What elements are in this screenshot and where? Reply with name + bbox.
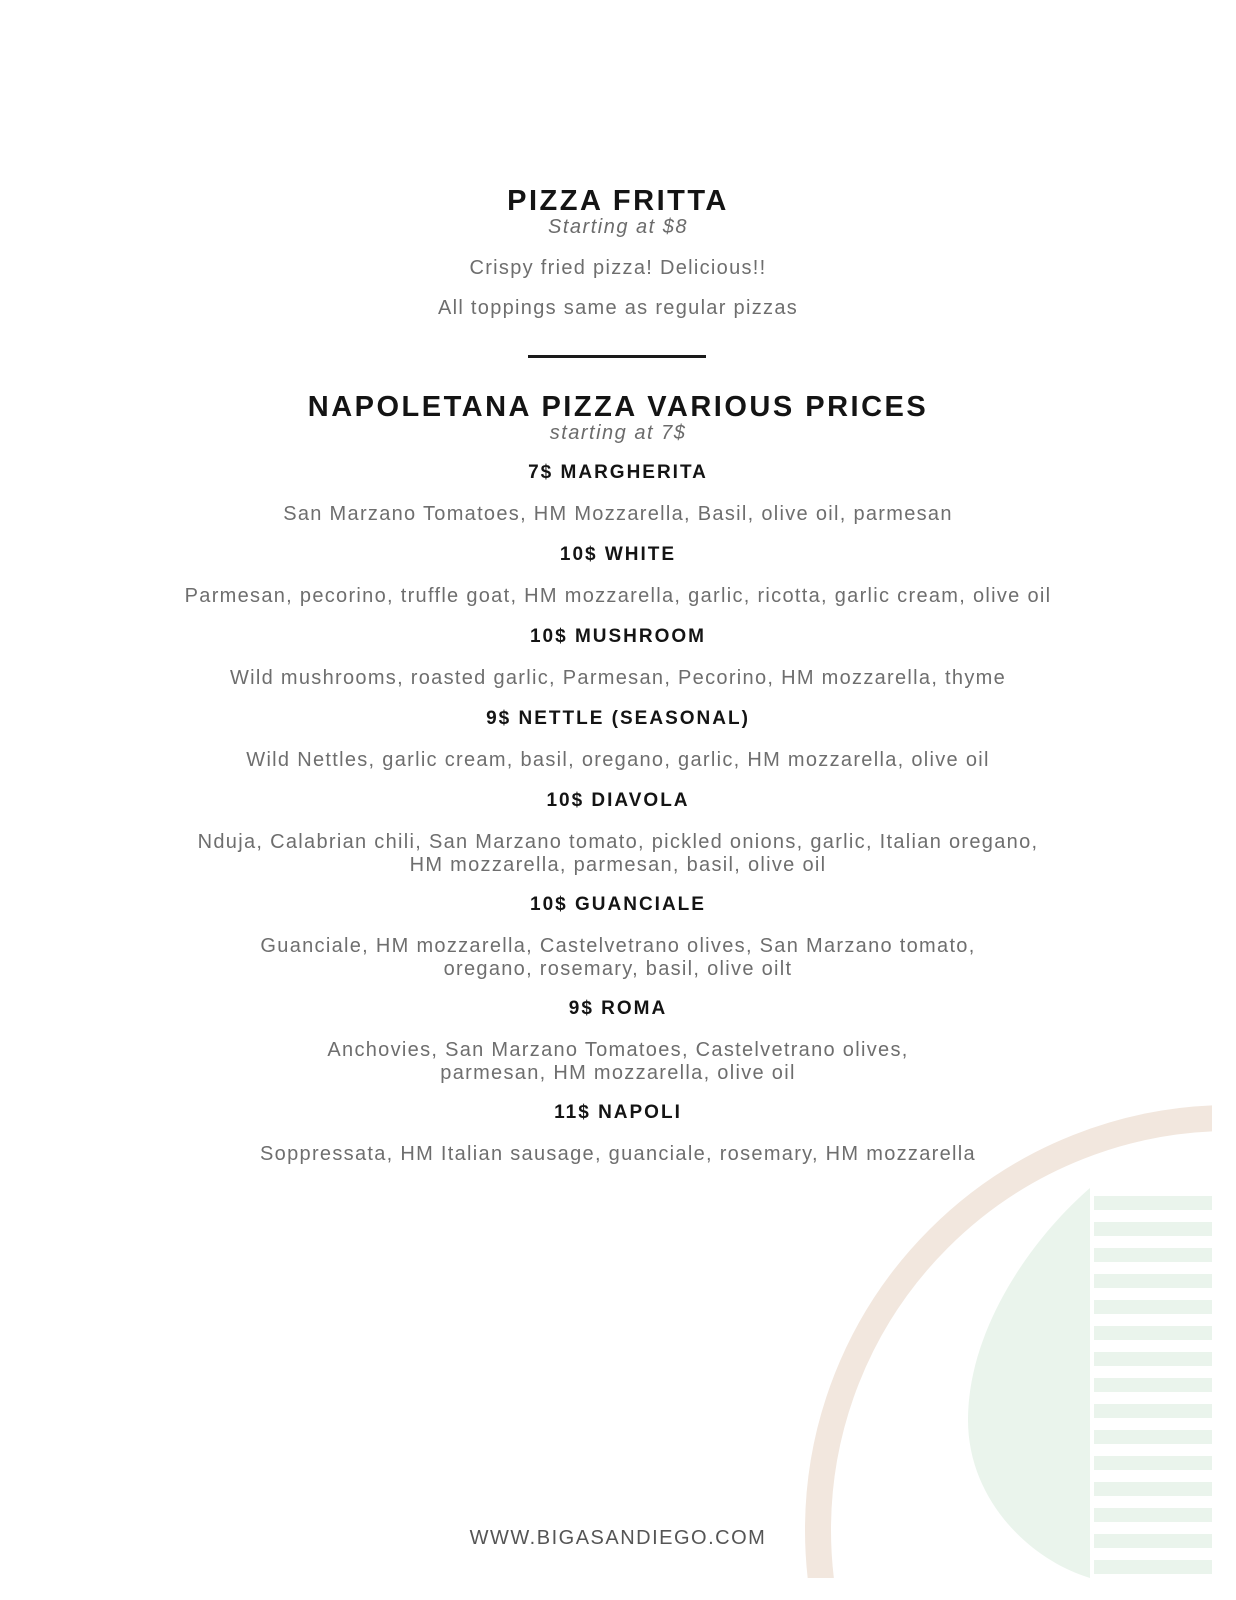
website-link[interactable]: WWW.BIGASANDIEGO.COM bbox=[469, 1527, 767, 1549]
menu-item-name: 7$ MARGHERITA bbox=[528, 462, 708, 483]
pizza-fritta-line: Crispy fried pizza! Delicious!! bbox=[469, 257, 767, 279]
pizza-fritta-title: PIZZA FRITTA bbox=[507, 185, 729, 217]
menu-item-name: 11$ NAPOLI bbox=[554, 1102, 682, 1123]
menu-item-desc: Parmesan, pecorino, truffle goat, HM mozzarella, garlic, ricotta, garlic cream, olive oil bbox=[184, 585, 1052, 607]
menu-item-desc: oregano, rosemary, basil, olive oilt bbox=[443, 958, 793, 980]
napoletana-subtitle: starting at 7$ bbox=[549, 422, 687, 444]
menu-item-desc: HM mozzarella, parmesan, basil, olive oil bbox=[409, 854, 827, 876]
menu-item-desc: San Marzano Tomatoes, HM Mozzarella, Basil, olive oil, parmesan bbox=[283, 503, 953, 525]
menu-item-name: 10$ WHITE bbox=[559, 544, 677, 565]
menu-item-desc: Wild mushrooms, roasted garlic, Parmesan, Pecorino, HM mozzarella, thyme bbox=[229, 667, 1007, 689]
menu-item-desc: Soppressata, HM Italian sausage, guanciale, rosemary, HM mozzarella bbox=[260, 1143, 976, 1165]
menu-item-name: 9$ NETTLE (SEASONAL) bbox=[486, 708, 750, 729]
menu-item-desc: Wild Nettles, garlic cream, basil, oregano, garlic, HM mozzarella, olive oil bbox=[246, 749, 990, 771]
menu-item-name: 10$ GUANCIALE bbox=[530, 894, 706, 915]
menu-item-name: 10$ DIAVOLA bbox=[546, 790, 690, 811]
section-divider bbox=[528, 355, 706, 358]
menu-item-desc: Guanciale, HM mozzarella, Castelvetrano olives, San Marzano tomato, bbox=[260, 935, 976, 957]
menu-item-name: 9$ ROMA bbox=[568, 998, 668, 1019]
pizza-fritta-line: All toppings same as regular pizzas bbox=[437, 297, 799, 319]
pizza-fritta-subtitle: Starting at $8 bbox=[548, 216, 688, 238]
napoletana-title: NAPOLETANA PIZZA VARIOUS PRICES bbox=[307, 391, 929, 423]
menu-item-name: 10$ MUSHROOM bbox=[529, 626, 707, 647]
menu-item-desc: Anchovies, San Marzano Tomatoes, Castelvetrano olives, bbox=[327, 1039, 909, 1061]
menu-item-desc: Nduja, Calabrian chili, San Marzano tomato, pickled onions, garlic, Italian oregano, bbox=[197, 831, 1039, 853]
menu-item-desc: parmesan, HM mozzarella, olive oil bbox=[440, 1062, 796, 1084]
logo-leaf bbox=[968, 1188, 1224, 1578]
